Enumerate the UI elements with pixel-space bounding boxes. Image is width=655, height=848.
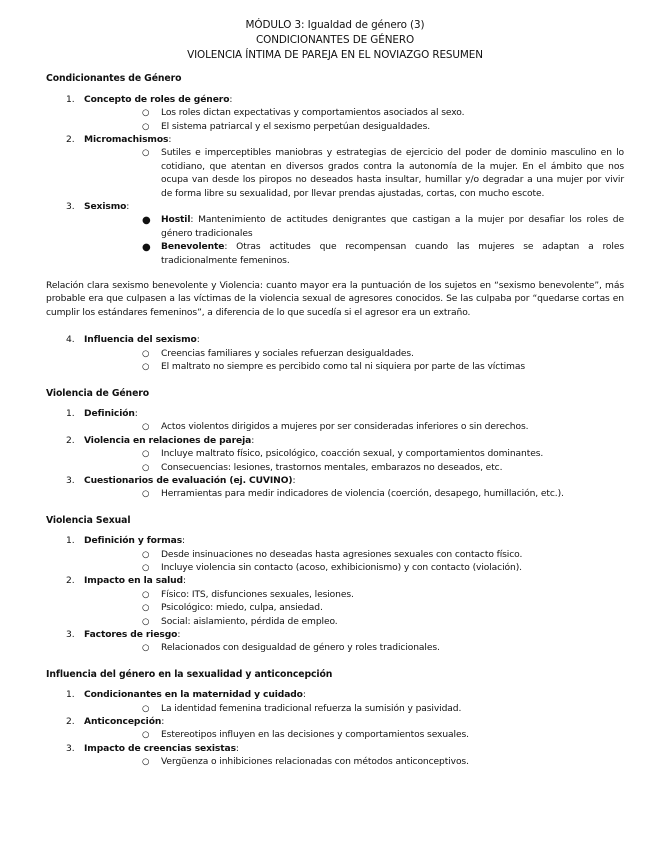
section-condicionantes (46, 72, 624, 374)
item-suffix: : (161, 717, 165, 728)
circle-bullet-icon: ○ (142, 148, 150, 159)
section-heading: Influencia del género en la sexualidad y anticoncepción (46, 668, 333, 680)
bullet-text: Psicológico: miedo, culpa, ansiedad. (161, 603, 323, 614)
bullet-text: Desde insinuaciones no deseadas hasta agresiones sexuales con contacto físico. (161, 549, 523, 560)
bullet-list (84, 703, 624, 716)
item-label: Influencia del sexismo (84, 335, 197, 346)
bullet-text: Estereotipos influyen en las decisiones y comportamientos sexuales. (161, 730, 469, 741)
list-item (46, 475, 624, 502)
bullet-list (84, 214, 624, 268)
bullet-item (84, 562, 624, 575)
circle-bullet-icon: ○ (142, 108, 150, 119)
circle-bullet-icon: ○ (142, 616, 150, 627)
list-item (46, 134, 624, 201)
item-label: Violencia en relaciones de pareja (84, 435, 252, 446)
item-label: Factores de riesgo (84, 630, 178, 641)
bullet-list (84, 642, 624, 655)
item-suffix: : (235, 743, 239, 754)
item-label: Anticoncepción (84, 717, 162, 728)
list-item (46, 435, 624, 475)
item-suffix: : (251, 435, 255, 446)
item-suffix: : (126, 202, 130, 213)
list-item (46, 535, 624, 575)
list-item (46, 689, 624, 716)
bullet-item (84, 589, 624, 602)
item-suffix: : (134, 408, 138, 419)
bullet-text: El maltrato no siempre es percibido como tal ni siquiera por parte de las víctimas (161, 362, 525, 373)
bullet-text: Creencias familiares y sociales refuerzan desigualdades. (161, 348, 414, 359)
bullet-list (84, 756, 624, 769)
item-number: 3. (66, 202, 75, 213)
bullet-text: La identidad femenina tradicional refuerza la sumisión y pasividad. (161, 703, 462, 714)
item-label: Micromachismos (84, 135, 169, 146)
item-number: 1. (66, 94, 75, 105)
item-label: Definición y formas (84, 536, 183, 547)
body-paragraph: Relación clara sexismo benevolente y Violencia: cuanto mayor era la puntuación de los sujetos en “sexismo benevolente”, más probable era que culpasen a las víctimas de la violencia sexual de agresores conocidos. Se las culpaba por “quedarse cortas en cumplir los estándares femeninos”, a diferencia de lo que sucedía si el agresor era un extraño. (46, 281, 624, 318)
item-number: 1. (66, 536, 75, 547)
list-item (46, 575, 624, 629)
item-label: Definición (84, 408, 135, 419)
bullet-item (84, 214, 624, 241)
bullet-item (84, 642, 624, 655)
bullet-list (84, 729, 624, 742)
item-label: Sexismo (84, 202, 127, 213)
item-suffix: : (168, 135, 172, 146)
disc-bullet-icon: ● (142, 215, 151, 227)
bullet-text: : Mantenimiento de actitudes denigrantes que castigan a la mujer por desafiar los roles de género tradicionales (161, 215, 624, 239)
bullet-item (84, 147, 624, 201)
bullet-item (84, 616, 624, 629)
bullet-item (84, 462, 624, 475)
item-suffix: : (182, 536, 186, 547)
bullet-item (84, 448, 624, 461)
bullet-item (84, 756, 624, 769)
item-number: 2. (66, 135, 75, 146)
section-heading: Violencia de Género (46, 387, 150, 399)
document-title (46, 18, 624, 62)
item-suffix: : (196, 335, 200, 346)
bullet-item (84, 602, 624, 615)
section-violencia-genero (46, 387, 624, 502)
item-label: Cuestionarios de evaluación (ej. CUVINO) (84, 475, 293, 486)
bullet-list (84, 549, 624, 576)
bullet-text: Vergüenza o inhibiciones relacionadas con métodos anticonceptivos. (161, 757, 469, 768)
item-suffix: : (177, 630, 181, 641)
circle-bullet-icon: ○ (142, 121, 150, 132)
bullet-item (84, 421, 624, 434)
circle-bullet-icon: ○ (142, 348, 150, 359)
bullet-list (84, 147, 624, 201)
item-number: 3. (66, 630, 75, 641)
item-label: Concepto de roles de género (84, 94, 230, 105)
bullet-bold: Hostil (161, 215, 191, 226)
bullet-text: : Otras actitudes que recompensan cuando las mujeres se adaptan a roles tradicionalmente femeninos. (161, 242, 624, 266)
bullet-text: Los roles dictan expectativas y comportamientos asociados al sexo. (161, 108, 465, 119)
title-line-3: VIOLENCIA ÍNTIMA DE PAREJA EN EL NOVIAZGO RESUMEN (187, 48, 483, 61)
circle-bullet-icon: ○ (142, 562, 150, 573)
bullet-text: Actos violentos dirigidos a mujeres por ser consideradas inferiores o sin derechos. (161, 422, 529, 433)
bullet-list (84, 348, 624, 375)
section-heading: Condicionantes de Género (46, 73, 182, 85)
numbered-list (46, 408, 624, 502)
item-number: 3. (66, 475, 75, 486)
list-item (46, 94, 624, 134)
item-label: Impacto en la salud (84, 576, 183, 587)
item-suffix: : (302, 690, 306, 701)
bullet-item (84, 729, 624, 742)
bullet-item (84, 361, 624, 374)
bullet-item (84, 703, 624, 716)
numbered-list (46, 689, 624, 769)
circle-bullet-icon: ○ (142, 757, 150, 768)
bullet-text: Sutiles e imperceptibles maniobras y estrategias de ejercicio del poder de dominio masculino en lo cotidiano, que atentan en diversos grados contra la autonomía de la mujer. En el ámbito que nos ocupa van desde los piropos no deseados hasta insultar, humillar y/o degradar a una mujer por vivir de forma libre su sexualidad, por llevar prendas ajustadas, cortas, con mucho escote. (161, 148, 624, 199)
bullet-text: Relacionados con desigualdad de género y roles tradicionales. (161, 643, 440, 654)
circle-bullet-icon: ○ (142, 549, 150, 560)
section-heading: Violencia Sexual (46, 514, 131, 526)
item-suffix: : (292, 475, 296, 486)
bullet-list (84, 448, 624, 475)
bullet-text: Consecuencias: lesiones, trastornos mentales, embarazos no deseados, etc. (161, 462, 503, 473)
item-number: 3. (66, 743, 75, 754)
item-number: 1. (66, 690, 75, 701)
circle-bullet-icon: ○ (142, 703, 150, 714)
item-suffix: : (182, 576, 186, 587)
circle-bullet-icon: ○ (142, 449, 150, 460)
bullet-list (84, 488, 624, 501)
section-genero-sexualidad (46, 668, 624, 770)
circle-bullet-icon: ○ (142, 730, 150, 741)
item-label: Condicionantes en la maternidad y cuidado (84, 690, 303, 701)
bullet-text: Herramientas para medir indicadores de violencia (coerción, desapego, humillación, etc.). (161, 489, 564, 500)
bullet-item (84, 107, 624, 120)
bullet-item (84, 121, 624, 134)
section-violencia-sexual (46, 514, 624, 656)
bullet-text: Físico: ITS, disfunciones sexuales, lesiones. (161, 589, 354, 600)
bullet-item (84, 488, 624, 501)
circle-bullet-icon: ○ (142, 362, 150, 373)
list-item (46, 408, 624, 435)
circle-bullet-icon: ○ (142, 643, 150, 654)
numbered-list (46, 94, 624, 268)
bullet-bold: Benevolente (161, 242, 225, 253)
item-label: Impacto de creencias sexistas (84, 743, 236, 754)
title-line-2: CONDICIONANTES DE GÉNERO (255, 33, 415, 46)
document-page (46, 18, 624, 782)
item-number: 2. (66, 717, 75, 728)
title-line-1: MÓDULO 3: Igualdad de género (3) (245, 19, 425, 31)
item-suffix: : (229, 94, 233, 105)
bullet-text: Social: aislamiento, pérdida de empleo. (161, 616, 338, 627)
list-item (46, 716, 624, 743)
bullet-list (84, 421, 624, 434)
bullet-item (84, 549, 624, 562)
bullet-text: El sistema patriarcal y el sexismo perpetúan desigualdades. (161, 121, 431, 132)
bullet-text: Incluye violencia sin contacto (acoso, exhibicionismo) y con contacto (violación). (161, 562, 522, 573)
bullet-text: Incluye maltrato físico, psicológico, coacción sexual, y comportamientos dominantes. (161, 449, 544, 460)
numbered-list (46, 334, 624, 374)
item-number: 2. (66, 435, 75, 446)
bullet-item (84, 241, 624, 268)
list-item (46, 743, 624, 770)
circle-bullet-icon: ○ (142, 422, 150, 433)
circle-bullet-icon: ○ (142, 489, 150, 500)
list-item (46, 629, 624, 656)
item-number: 2. (66, 576, 75, 587)
circle-bullet-icon: ○ (142, 462, 150, 473)
circle-bullet-icon: ○ (142, 589, 150, 600)
numbered-list (46, 535, 624, 656)
circle-bullet-icon: ○ (142, 603, 150, 614)
bullet-list (84, 589, 624, 629)
bullet-item (84, 348, 624, 361)
list-item (46, 201, 624, 268)
list-item (46, 334, 624, 374)
disc-bullet-icon: ● (142, 242, 151, 254)
item-number: 1. (66, 408, 75, 419)
bullet-list (84, 107, 624, 134)
item-number: 4. (66, 335, 75, 346)
